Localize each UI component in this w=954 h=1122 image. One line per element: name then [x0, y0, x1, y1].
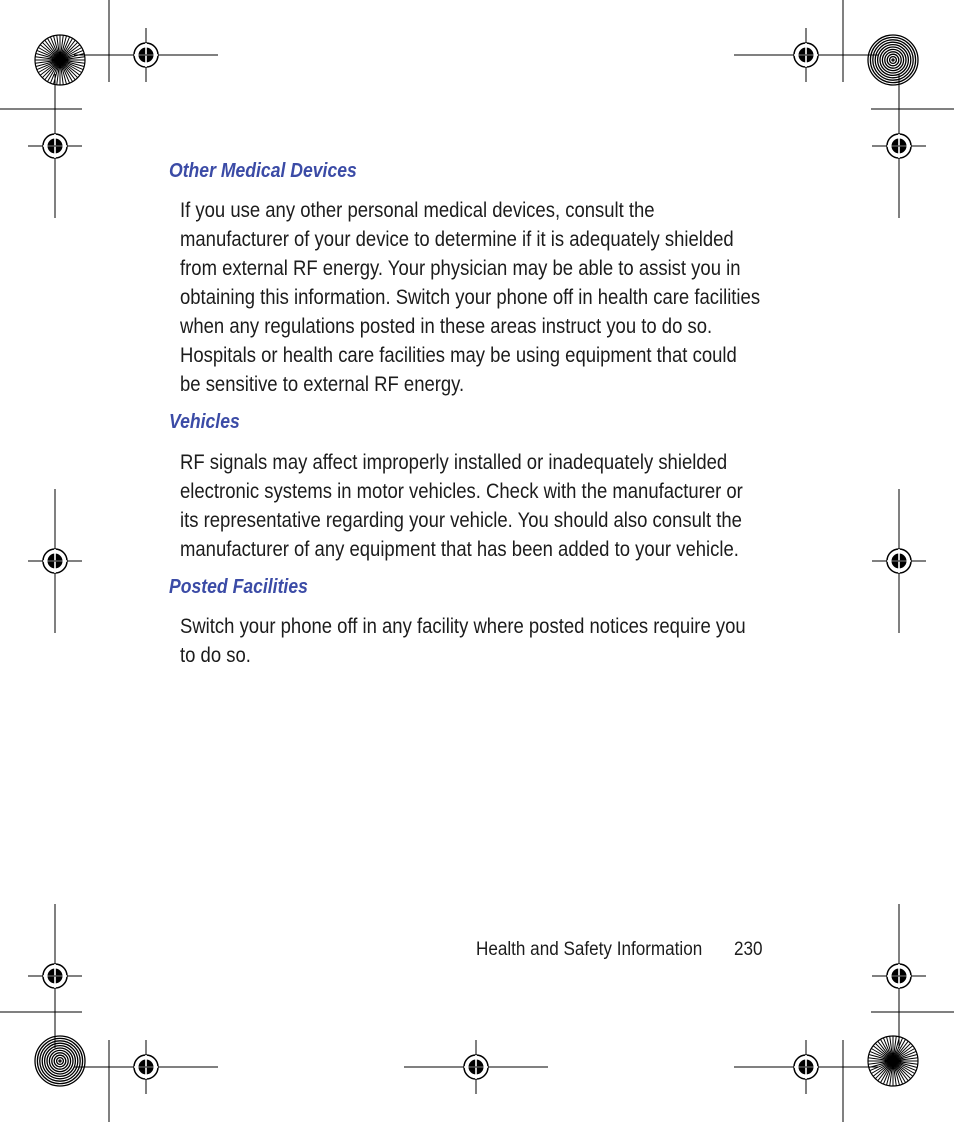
registration-target-icon — [872, 489, 926, 633]
heading-other-medical-devices: Other Medical Devices — [169, 160, 357, 182]
paragraph-other-medical-devices: If you use any other personal medical devices, consult the manufacturer of your device to determine if it is adequately shielded from external RF energy. Your physician may be able to assist you in obtaining this information. Switch your phone off in health care facilities when any regulations posted in these areas instruct you to do so. Hospitals or health care facilities may be using equipment that could be sensitive to external RF energy. — [180, 199, 761, 396]
starburst-mark-icon — [35, 35, 85, 85]
registration-target-icon — [74, 28, 218, 82]
registration-target-icon — [404, 1040, 548, 1094]
concentric-rings-mark-icon — [868, 35, 918, 85]
registration-target-icon — [28, 489, 82, 633]
registration-target-icon — [28, 74, 82, 218]
paragraph-vehicles: RF signals may affect improperly installed or inadequately shielded electronic systems in motor vehicles. Check with the manufacturer or its representative regarding your vehicle. You should also consult the manufacturer of any equipment that has been added to your vehicle. — [180, 451, 743, 561]
registration-target-icon — [28, 904, 82, 1048]
registration-target-icon — [872, 904, 926, 1048]
heading-posted-facilities: Posted Facilities — [169, 576, 308, 598]
registration-target-icon — [734, 28, 878, 82]
paragraph-posted-facilities: Switch your phone off in any facility where posted notices require you to do so. — [180, 615, 746, 667]
registration-target-icon — [74, 1040, 218, 1094]
heading-vehicles: Vehicles — [169, 411, 240, 433]
starburst-mark-icon — [868, 1036, 918, 1086]
page-number: 230 — [734, 939, 763, 960]
footer-section-title: Health and Safety Information — [476, 939, 703, 960]
registration-target-icon — [872, 74, 926, 218]
registration-target-icon — [734, 1040, 878, 1094]
concentric-rings-mark-icon — [35, 1036, 85, 1086]
